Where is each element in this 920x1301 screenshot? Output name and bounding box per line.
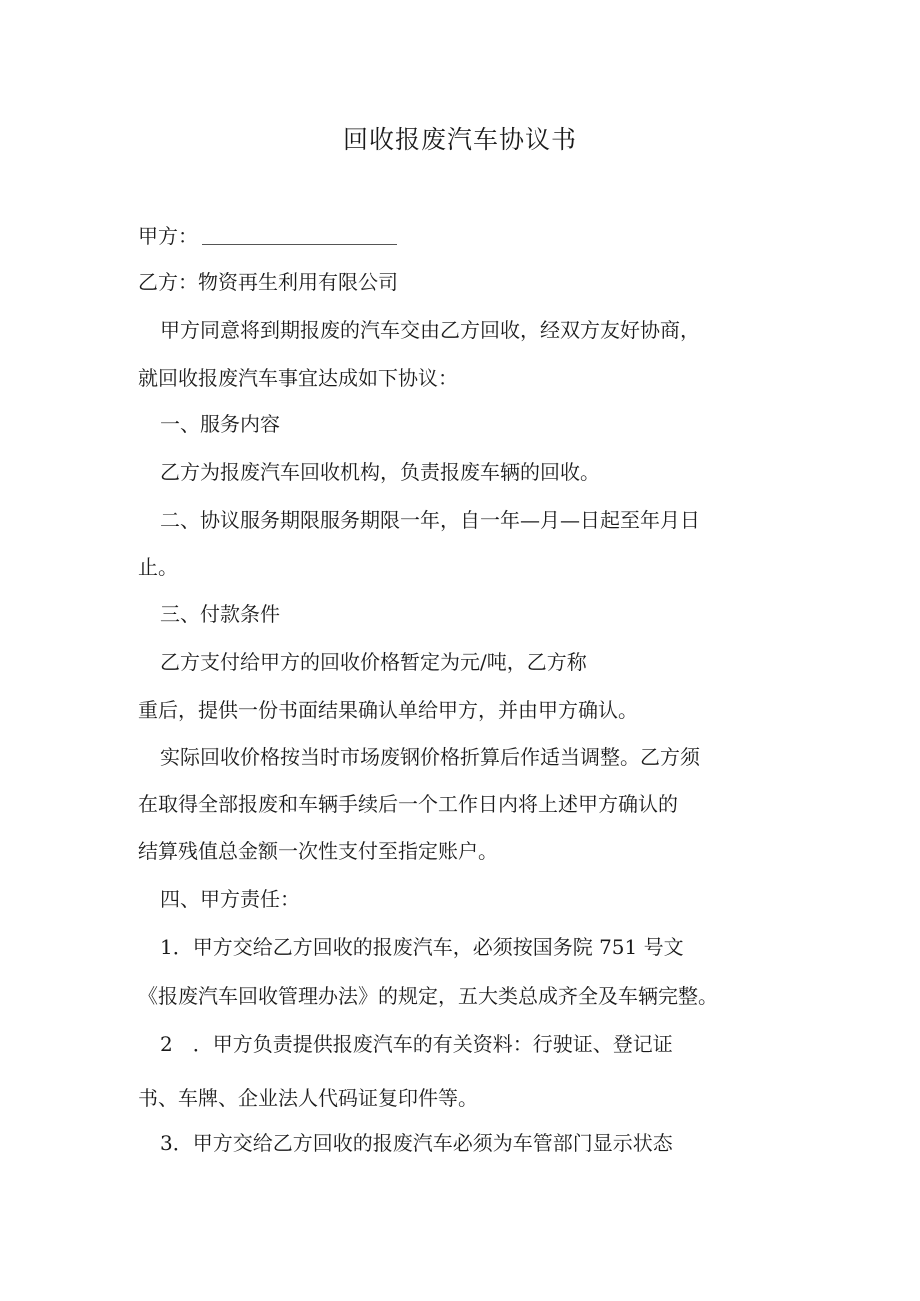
section-2-line-2: 止。 xyxy=(138,555,178,579)
section-4-item-2-line-2: 书、车牌、企业法人代码证复印件等。 xyxy=(138,1086,478,1110)
section-4-item-3-line-1: 3．甲方交给乙方回收的报废汽车必须为车管部门显示状态 xyxy=(160,1131,673,1155)
section-2-line-1: 二、协议服务期限服务期限一年，自一年—月—日起至年月日 xyxy=(160,508,700,532)
intro-line-1: 甲方同意将到期报废的汽车交由乙方回收，经双方友好协商， xyxy=(160,318,700,342)
section-3-body-2: 重后，提供一份书面结果确认单给甲方，并由甲方确认。 xyxy=(138,698,638,722)
section-4-heading: 四、甲方责任： xyxy=(160,887,300,911)
section-4-item-1-line-2: 《报废汽车回收管理办法》的规定，五大类总成齐全及车辆完整。 xyxy=(138,984,718,1008)
section-3-body-1: 乙方支付给甲方的回收价格暂定为元/吨，乙方称 xyxy=(160,650,587,674)
section-1-heading: 一、服务内容 xyxy=(160,412,280,436)
intro-line-2: 就回收报废汽车事宜达成如下协议： xyxy=(138,366,458,390)
section-4-item-2-line-1: 2 ．甲方负责提供报废汽车的有关资料：行驶证、登记证 xyxy=(160,1032,673,1056)
section-3-body-5: 结算残值总金额一次性支付至指定账户。 xyxy=(138,839,498,863)
party-a-label: 甲方： xyxy=(138,224,198,248)
party-a-blank xyxy=(202,226,397,245)
section-1-body: 乙方为报废汽车回收机构，负责报废车辆的回收。 xyxy=(160,460,600,484)
document-title: 回收报废汽车协议书 xyxy=(342,125,577,154)
section-4-item-1-line-1: 1．甲方交给乙方回收的报废汽车，必须按国务院 751 号文 xyxy=(160,935,684,959)
party-b-line: 乙方：物资再生利用有限公司 xyxy=(138,270,398,294)
section-3-body-3: 实际回收价格按当时市场废钢价格折算后作适当调整。乙方须 xyxy=(160,745,700,769)
party-a-line xyxy=(138,222,397,250)
section-3-heading: 三、付款条件 xyxy=(160,602,280,626)
section-3-body-4: 在取得全部报废和车辆手续后一个工作日内将上述甲方确认的 xyxy=(138,792,678,816)
